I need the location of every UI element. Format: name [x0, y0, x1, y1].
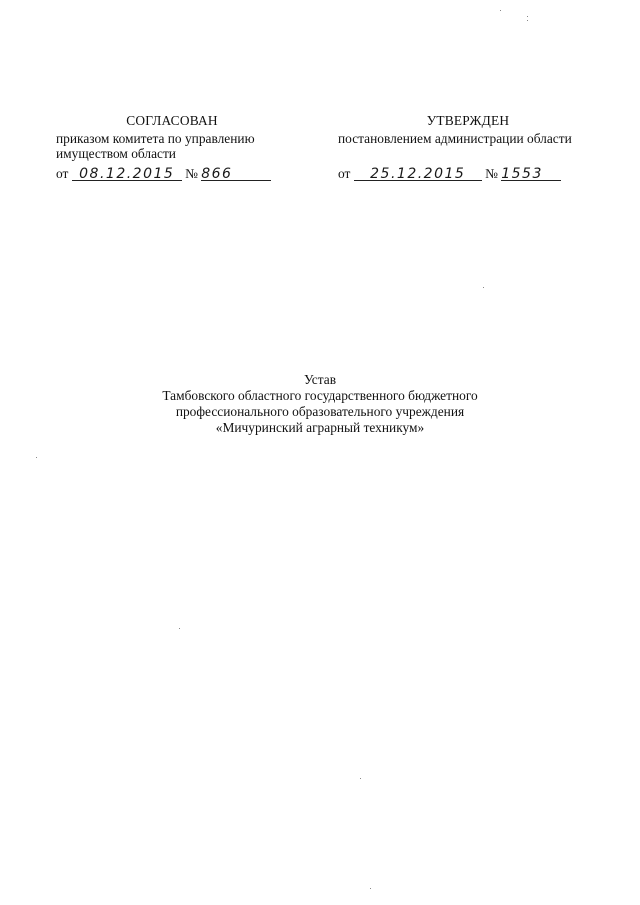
scan-speck	[500, 10, 501, 11]
confirmed-number-sign: №	[485, 166, 498, 181]
confirmed-line-1: постановлением администрации области	[338, 131, 572, 146]
approved-block	[56, 113, 288, 181]
title-line-4: «Мичуринский аграрный техникум»	[215, 420, 425, 435]
approved-date-field	[72, 165, 182, 181]
confirmed-date-value: 25.12.2015	[370, 166, 466, 182]
title-line-3: профессионального образовательного учреждения	[175, 404, 465, 419]
confirmed-date-prefix: от	[338, 166, 351, 181]
title-line-1: Устав	[303, 372, 337, 387]
scan-speck	[360, 778, 361, 779]
title-line-2: Тамбовского областного государственного бюджетного	[162, 388, 478, 403]
scan-speck	[483, 287, 484, 288]
approved-line-1: приказом комитета по управлению	[56, 131, 255, 146]
confirmed-number-value: 1553	[501, 166, 543, 182]
confirmed-date-field	[354, 165, 482, 181]
scan-speck	[527, 16, 528, 17]
scan-speck	[179, 628, 180, 629]
approved-number-sign: №	[185, 166, 198, 181]
approved-date-value: 08.12.2015	[79, 166, 175, 182]
document-title	[120, 372, 520, 436]
confirmed-block	[338, 113, 598, 181]
approved-line-2: имуществом области	[56, 146, 176, 161]
approved-number-value: 866	[201, 166, 233, 182]
confirmed-number-field	[501, 165, 561, 181]
approved-date-prefix: от	[56, 166, 69, 181]
confirmed-heading: УТВЕРЖДЕН	[426, 113, 510, 128]
approved-number-field	[201, 165, 271, 181]
scan-speck	[370, 888, 371, 889]
scan-speck	[36, 457, 37, 458]
confirmed-date-line	[338, 165, 598, 181]
approved-date-line	[56, 165, 288, 181]
approved-heading: СОГЛАСОВАН	[126, 113, 218, 128]
scan-speck	[527, 20, 528, 21]
